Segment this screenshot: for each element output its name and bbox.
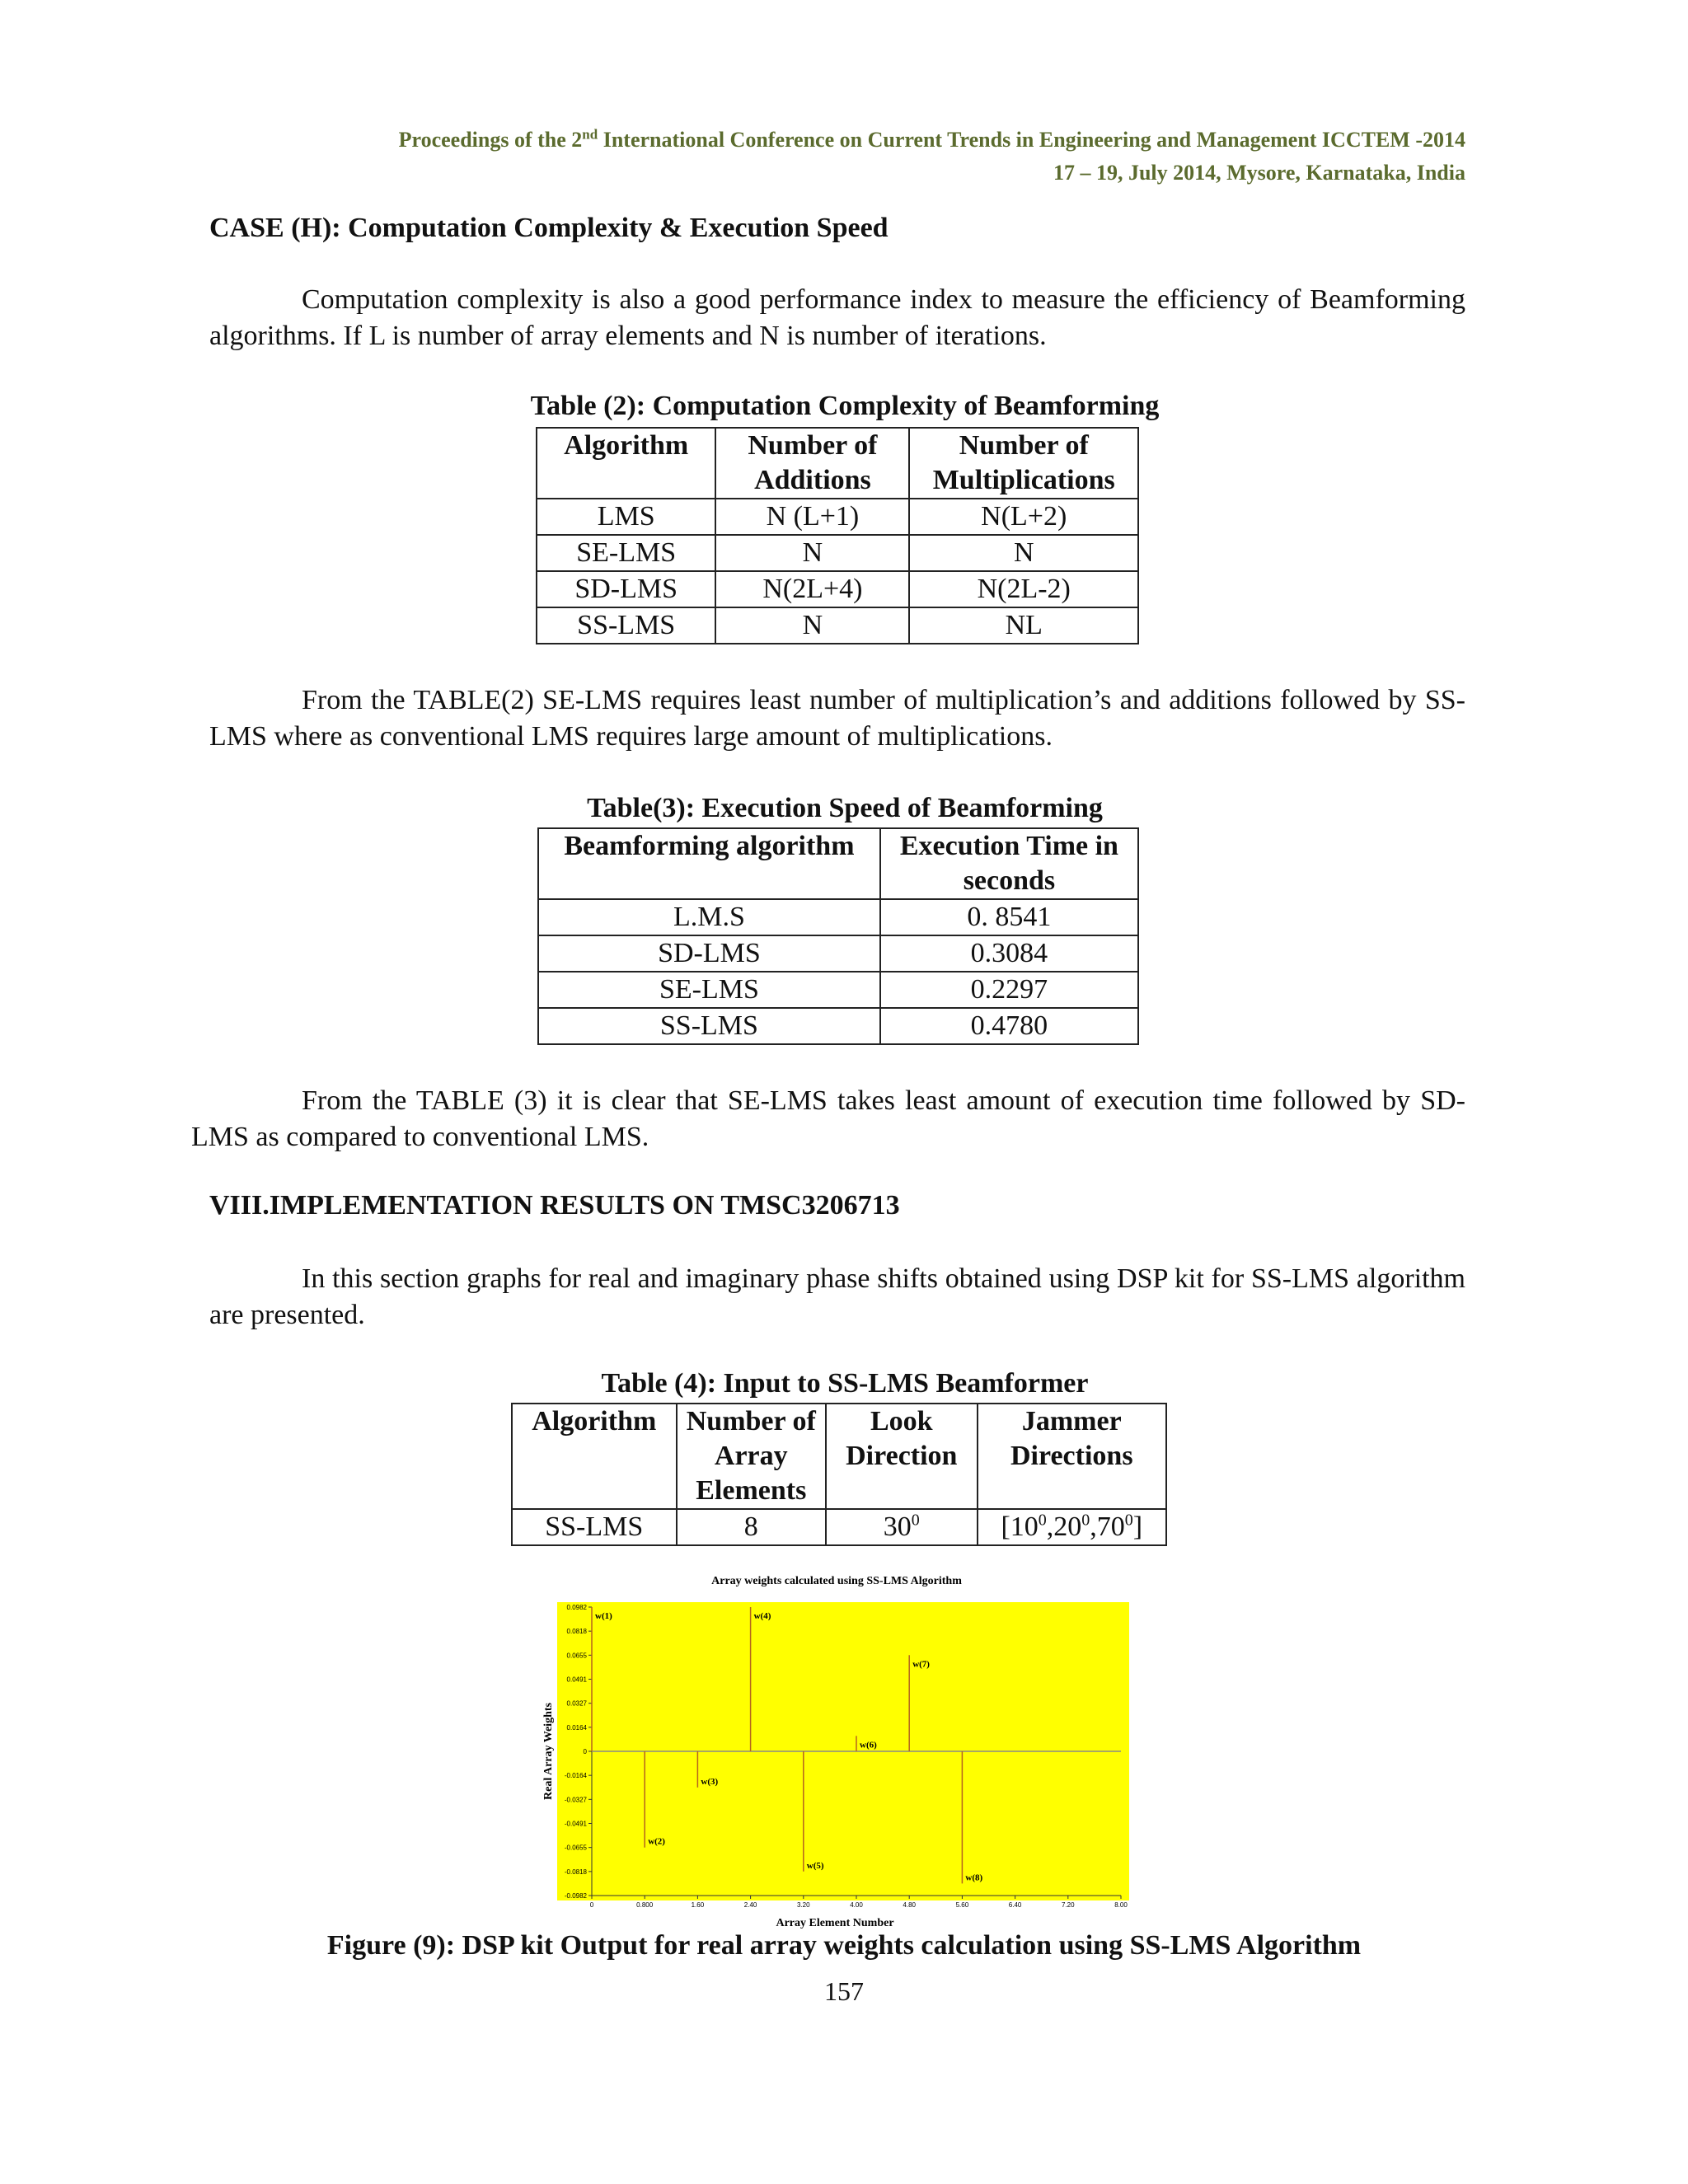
table-row bbox=[537, 571, 1138, 607]
y-tick-label: 0.0982 bbox=[566, 1604, 587, 1611]
table-header-cell: Beamforming algorithm bbox=[538, 828, 880, 899]
weight-label: w(4) bbox=[753, 1611, 771, 1621]
table-4-caption: Table (4): Input to SS-LMS Beamformer bbox=[601, 1368, 1089, 1399]
y-tick-label: 0.0818 bbox=[566, 1628, 587, 1636]
x-tick-label: 8.00 bbox=[1114, 1901, 1128, 1909]
header-line-1: Proceedings of the 2nd International Conference on Current Trends in Engineering and Management ICCTEM -2014 bbox=[398, 126, 1465, 152]
weight-label: w(1) bbox=[595, 1611, 612, 1621]
x-tick-label: 5.60 bbox=[955, 1901, 969, 1909]
table-cell: N(2L-2) bbox=[909, 571, 1138, 607]
x-tick-label: 7.20 bbox=[1062, 1901, 1075, 1909]
table-row bbox=[538, 1008, 1138, 1044]
y-tick-label: -0.0655 bbox=[564, 1844, 587, 1852]
table-cell: SE-LMS bbox=[537, 535, 715, 571]
x-tick-label: 4.80 bbox=[903, 1901, 916, 1909]
table-cell: 0.3084 bbox=[880, 935, 1138, 972]
x-tick-label: 0 bbox=[589, 1901, 594, 1909]
table-cell: SD-LMS bbox=[537, 571, 715, 607]
y-tick-label: -0.0491 bbox=[564, 1820, 587, 1828]
x-tick-label: 4.00 bbox=[850, 1901, 863, 1909]
table-row bbox=[512, 1509, 1166, 1545]
table-header-cell: Number of Multiplications bbox=[909, 428, 1138, 499]
weight-label: w(2) bbox=[648, 1836, 665, 1847]
y-tick-label: -0.0818 bbox=[564, 1868, 587, 1876]
table-cell: 0. 8541 bbox=[880, 899, 1138, 935]
table-cell: N bbox=[715, 535, 909, 571]
table-row bbox=[537, 499, 1138, 535]
table-cell: 8 bbox=[677, 1509, 827, 1545]
table-cell: LMS bbox=[537, 499, 715, 535]
table-2 bbox=[536, 427, 1139, 644]
section-8-paragraph: In this section graphs for real and imaginary phase shifts obtained using DSP kit for SS-LMS algorithm are presented. bbox=[209, 1263, 1465, 1330]
table-cell: N(2L+4) bbox=[715, 571, 909, 607]
section-8-heading: VIII.IMPLEMENTATION RESULTS ON TMSC3206713 bbox=[209, 1190, 900, 1221]
table-2-discussion: From the TABLE(2) SE-LMS requires least number of multiplication’s and additions followed by SS-LMS where as conventional LMS requires large amount of multiplications. bbox=[209, 685, 1465, 752]
table-3 bbox=[537, 827, 1139, 1045]
table-cell: N bbox=[909, 535, 1138, 571]
weight-label: w(7) bbox=[912, 1659, 930, 1670]
page-number: 157 bbox=[824, 1976, 864, 2006]
table-row bbox=[537, 607, 1138, 644]
array-weights-chart bbox=[528, 1566, 1129, 1929]
table-header-cell: Look Direction bbox=[826, 1404, 978, 1509]
y-axis-label: Real Array Weights bbox=[542, 1703, 555, 1800]
table-header-row bbox=[537, 428, 1138, 499]
table-cell: SS-LMS bbox=[537, 607, 715, 644]
y-tick-label: 0.0327 bbox=[566, 1699, 587, 1708]
x-tick-label: 1.60 bbox=[691, 1901, 705, 1909]
weight-label: w(5) bbox=[806, 1860, 824, 1871]
table-cell: N(L+2) bbox=[909, 499, 1138, 535]
y-tick-label: 0.0655 bbox=[566, 1652, 587, 1660]
table-4 bbox=[511, 1403, 1167, 1546]
table-cell: L.M.S bbox=[538, 899, 880, 935]
x-tick-label: 0.800 bbox=[636, 1901, 654, 1909]
table-header-cell: Execution Time in seconds bbox=[880, 828, 1138, 899]
table-3-discussion: From the TABLE (3) it is clear that SE-LMS takes least amount of execution time followed by SD-LMS as compared to conventional LMS. bbox=[191, 1085, 1465, 1152]
y-tick-label: -0.0982 bbox=[564, 1892, 587, 1900]
y-tick-label: 0 bbox=[583, 1748, 587, 1755]
x-axis-label: Array Element Number bbox=[776, 1917, 894, 1929]
chart-title: Array weights calculated using SS-LMS Algorithm bbox=[711, 1575, 962, 1587]
table-2-caption: Table (2): Computation Complexity of Beamforming bbox=[530, 391, 1160, 421]
y-tick-label: 0.0164 bbox=[566, 1723, 587, 1732]
case-h-paragraph: Computation complexity is also a good performance index to measure the efficiency of Beamforming algorithms. If L is number of array elements and N is number of iterations. bbox=[209, 284, 1465, 351]
x-tick-label: 2.40 bbox=[743, 1901, 757, 1909]
table-header-cell: Number of Array Elements bbox=[677, 1404, 827, 1509]
table-row bbox=[538, 899, 1138, 935]
table-cell: 0.2297 bbox=[880, 972, 1138, 1008]
figure-9-caption: Figure (9): DSP kit Output for real array weights calculation using SS-LMS Algorithm bbox=[326, 1930, 1362, 1961]
y-tick-label: 0.0491 bbox=[566, 1675, 587, 1684]
table-header-cell: Algorithm bbox=[512, 1404, 677, 1509]
case-h-heading: CASE (H): Computation Complexity & Execution Speed bbox=[209, 213, 889, 243]
table-row bbox=[538, 935, 1138, 972]
weight-label: w(3) bbox=[701, 1776, 719, 1787]
table-header-cell: Algorithm bbox=[537, 428, 715, 499]
conference-header bbox=[198, 124, 1465, 190]
table-cell: N bbox=[715, 607, 909, 644]
header-line-2: 17 – 19, July 2014, Mysore, Karnataka, India bbox=[1053, 161, 1465, 185]
table-header-row bbox=[512, 1404, 1166, 1509]
table-row bbox=[538, 972, 1138, 1008]
x-tick-label: 3.20 bbox=[797, 1901, 810, 1909]
weight-label: w(6) bbox=[860, 1740, 877, 1750]
table-cell: N (L+1) bbox=[715, 499, 909, 535]
x-tick-label: 6.40 bbox=[1008, 1901, 1022, 1909]
table-cell: $[10^0,20^0,70^0]$ bbox=[978, 1509, 1166, 1545]
table-cell: SS-LMS bbox=[512, 1509, 677, 1545]
table-header-cell: Jammer Directions bbox=[978, 1404, 1166, 1509]
weight-label: w(8) bbox=[965, 1872, 983, 1883]
table-header-row bbox=[538, 828, 1138, 899]
table-cell: SD-LMS bbox=[538, 935, 880, 972]
table-cell: 0.4780 bbox=[880, 1008, 1138, 1044]
y-tick-label: -0.0327 bbox=[564, 1796, 587, 1804]
table-cell: SS-LMS bbox=[538, 1008, 880, 1044]
table-header-cell: Number of Additions bbox=[715, 428, 909, 499]
table-cell: NL bbox=[909, 607, 1138, 644]
table-3-caption: Table(3): Execution Speed of Beamforming bbox=[587, 793, 1103, 823]
table-cell: $30^0$ bbox=[826, 1509, 978, 1545]
table-row bbox=[537, 535, 1138, 571]
table-cell: SE-LMS bbox=[538, 972, 880, 1008]
y-tick-label: -0.0164 bbox=[564, 1772, 587, 1780]
